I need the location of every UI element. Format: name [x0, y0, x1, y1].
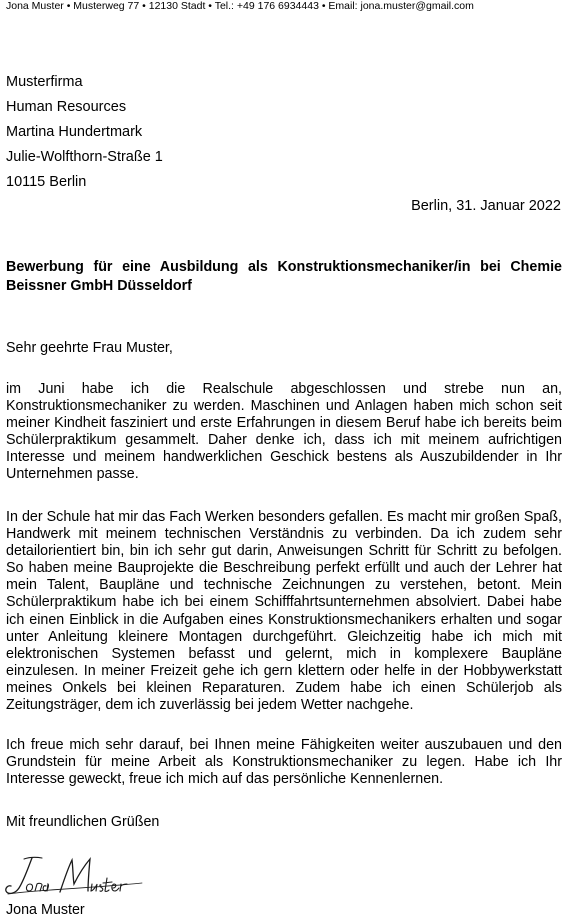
recipient-contact-person: Martina Hundertmark — [6, 124, 143, 140]
recipient-company: Musterfirma — [6, 74, 83, 90]
recipient-address-block — [6, 70, 163, 195]
letter-date: Berlin, 31. Januar 2022 — [411, 198, 561, 214]
recipient-city: 10115 Berlin — [6, 174, 87, 190]
body-paragraph-3: Ich freue mich sehr darauf, bei Ihnen meine Fähigkeiten weiter auszubauen und den Grundstein für meine Arbeit als Konstruktionsmechaniker zu legen. Habe ich Ihr Interesse geweckt, freue ich mich auf das persönliche Kennenlernen. — [6, 737, 562, 788]
signed-name: Jona Muster — [6, 902, 85, 918]
subject-line: Bewerbung für eine Ausbildung als Konstruktionsmechaniker/in bei Chemie Beissner GmbH Düsseldorf — [6, 259, 562, 294]
body-paragraph-2: In der Schule hat mir das Fach Werken besonders gefallen. Es macht mir großen Spaß, Handwerk mit meinem technischen Verständnis zu verbinden. Da ich zudem sehr detailorientiert bin, bin ich sehr gut darin, Anweisungen Schritt für Schritt zu befolgen. So haben meine Bauprojekte die Beschreibung perfekt erfüllt und auch der Lehrer hat mein Talent, Baupläne und technische Zeichnungen zu verstehen, betont. Mein Schülerpraktikum habe ich bei einem Schifffahrtsunternehmen absolviert. Dabei habe ich einen Einblick in die Aufgaben eines Konstruktionsmechanikers erhalten und sogar unter Anleitung kleinere Montagen durchgeführt. Gleichzeitig habe ich mich mit elektronischen Systemen befasst und gelernt, mich in komplexere Baupläne einzulesen. In meiner Freizeit gehe ich gern klettern oder helfe in der Hobbywerkstatt meines Onkels bei kleinen Reparaturen. Zudem habe ich einen Schülerjob als Zeitungsträger, dem ich zuverlässig bei jedem Wetter nachgehe. — [6, 509, 562, 714]
sender-contact-line: Jona Muster • Musterweg 77 • 12130 Stadt • Tel.: +49 176 6934443 • Email: jona.muster@gmail.com — [6, 0, 474, 12]
recipient-department: Human Resources — [6, 99, 127, 115]
salutation: Sehr geehrte Frau Muster, — [6, 340, 173, 356]
closing-phrase: Mit freundlichen Grüßen — [6, 814, 160, 830]
handwritten-signature — [2, 854, 152, 902]
recipient-street: Julie-Wolfthorn-Straße 1 — [6, 149, 163, 165]
body-paragraph-1: im Juni habe ich die Realschule abgeschlossen und strebe nun an, Konstruktionsmechaniker zu werden. Maschinen und Anlagen haben mich schon seit meiner Kindheit fasziniert und erste Erfahrungen in diesem Beruf habe ich bereits beim Schülerpraktikum gesammelt. Daher denke ich, dass ich mit meinem aufrichtigen Interesse und meinem handwerklichen Geschick bestens als Auszubildender in Ihr Unternehmen passe. — [6, 381, 562, 483]
